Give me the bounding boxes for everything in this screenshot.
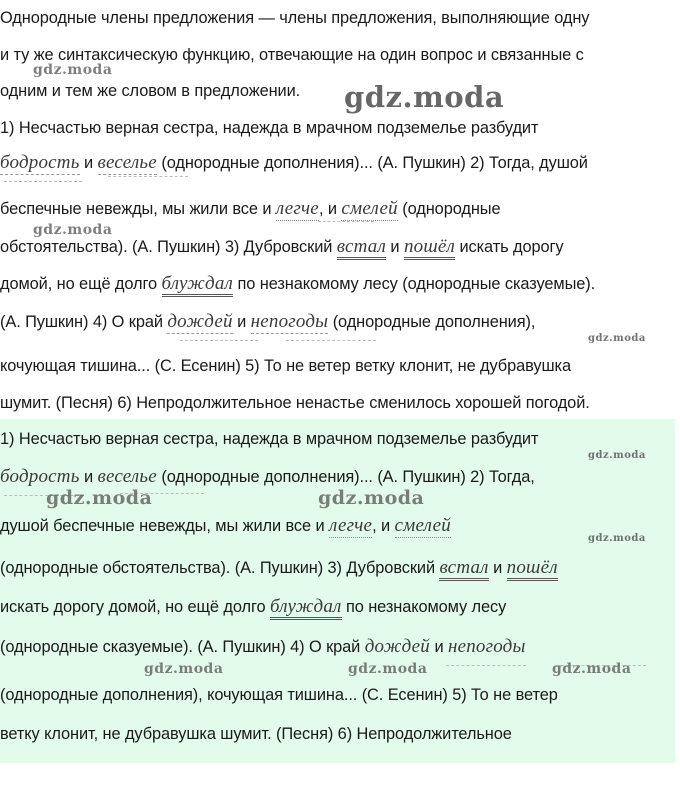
watermark: gdz.moda — [348, 661, 428, 677]
panel-line-6: (однородные сказуемые). (А. Пушкин) 4) О край дождей и непогоды — [0, 636, 526, 657]
panel-line-5: искать дорогу домой, но ещё долго блуждал по незнакомому лесу — [0, 597, 506, 617]
example-line-3: беспечные невежды, мы жили все и легче, и смелей (однородные — [0, 198, 501, 219]
handwritten-word: бодрость — [0, 152, 80, 173]
watermark: gdz.moda — [46, 487, 153, 509]
example-line-4: обстоятельства). (А. Пушкин) 3) Дубровский встал и пошёл искать дорогу — [0, 237, 563, 257]
ghost-underline — [4, 181, 82, 182]
watermark: gdz.moda — [588, 450, 646, 461]
panel-line-1: 1) Несчастью верная сестра, надежда в мрачном подземелье разбудит — [0, 430, 539, 448]
handwritten-word: пошёл — [404, 236, 455, 260]
example-line-7: кочующая тишина... (С. Есенин) 5) То не ветер ветку клонит, не дубравушка — [0, 357, 571, 375]
example-line-2: бодрость и веселье (однородные дополнения)... (А. Пушкин) 2) Тогда, душой — [0, 152, 588, 173]
handwritten-word: дождей — [364, 636, 430, 657]
watermark: gdz.moda — [33, 222, 113, 238]
example-line-8: шумит. (Песня) 6) Непродолжительное ненастье сменилось хорошей погодой. — [0, 394, 590, 412]
ghost-underline — [286, 340, 376, 341]
watermark: gdz.moda — [588, 533, 646, 544]
watermark: gdz.moda — [344, 80, 505, 114]
panel-line-2: бодрость и веселье (однородные дополнения)... (А. Пушкин) 2) Тогда, — [0, 466, 535, 487]
handwritten-word: блуждал — [162, 273, 234, 297]
handwritten-word: пошёл — [507, 557, 558, 581]
watermark: gdz.moda — [33, 62, 113, 78]
handwritten-word: легче — [275, 198, 319, 219]
definition-line-1: Однородные члены предложения — члены предложения, выполняющие одну — [0, 9, 590, 27]
handwritten-word: бодрость — [0, 466, 80, 487]
handwritten-word: веселье — [97, 152, 157, 173]
ghost-underline — [108, 176, 188, 177]
handwritten-word: легче — [328, 515, 373, 536]
handwritten-word: веселье — [97, 466, 157, 487]
handwritten-word: смелей — [341, 198, 398, 219]
panel-line-7: (однородные дополнения), кочующая тишина... (С. Есенин) 5) То не ветер — [0, 686, 558, 704]
example-line-1: 1) Несчастью верная сестра, надежда в мрачном подземелье разбудит — [0, 119, 539, 137]
handwritten-word: непогоды — [447, 636, 526, 657]
handwritten-word: встал — [439, 557, 488, 581]
watermark: gdz.moda — [144, 661, 224, 677]
ghost-underline — [318, 221, 374, 222]
handwritten-word: блуждал — [270, 596, 342, 620]
watermark: gdz.moda — [318, 487, 425, 509]
watermark: gdz.moda — [552, 661, 632, 677]
panel-line-3: душой беспечные невежды, мы жили все и легче, и смелей — [0, 515, 451, 536]
handwritten-word: смелей — [394, 515, 451, 536]
example-line-6: (А. Пушкин) 4) О край дождей и непогоды (однородные дополнения), — [0, 311, 536, 332]
handwritten-word: непогоды — [250, 311, 329, 332]
panel-line-8: ветку клонит, не дубравушка шумит. (Песня) 6) Непродолжительное — [0, 725, 512, 743]
handwritten-word: встал — [337, 236, 386, 260]
definition-line-2: и ту же синтаксическую функцию, отвечающие на один вопрос и связанные с — [0, 46, 584, 64]
definition-line-3: одним и тем же словом в предложении. — [0, 82, 301, 100]
handwritten-word: дождей — [167, 311, 233, 332]
ghost-underline — [446, 665, 526, 666]
panel-line-4: (однородные обстоятельства). (А. Пушкин) 3) Дубровский встал и пошёл — [0, 558, 558, 578]
ghost-underline — [180, 340, 258, 341]
example-line-5: домой, но ещё долго блуждал по незнакомому лесу (однородные сказуемые). — [0, 274, 595, 294]
watermark: gdz.moda — [588, 333, 646, 344]
